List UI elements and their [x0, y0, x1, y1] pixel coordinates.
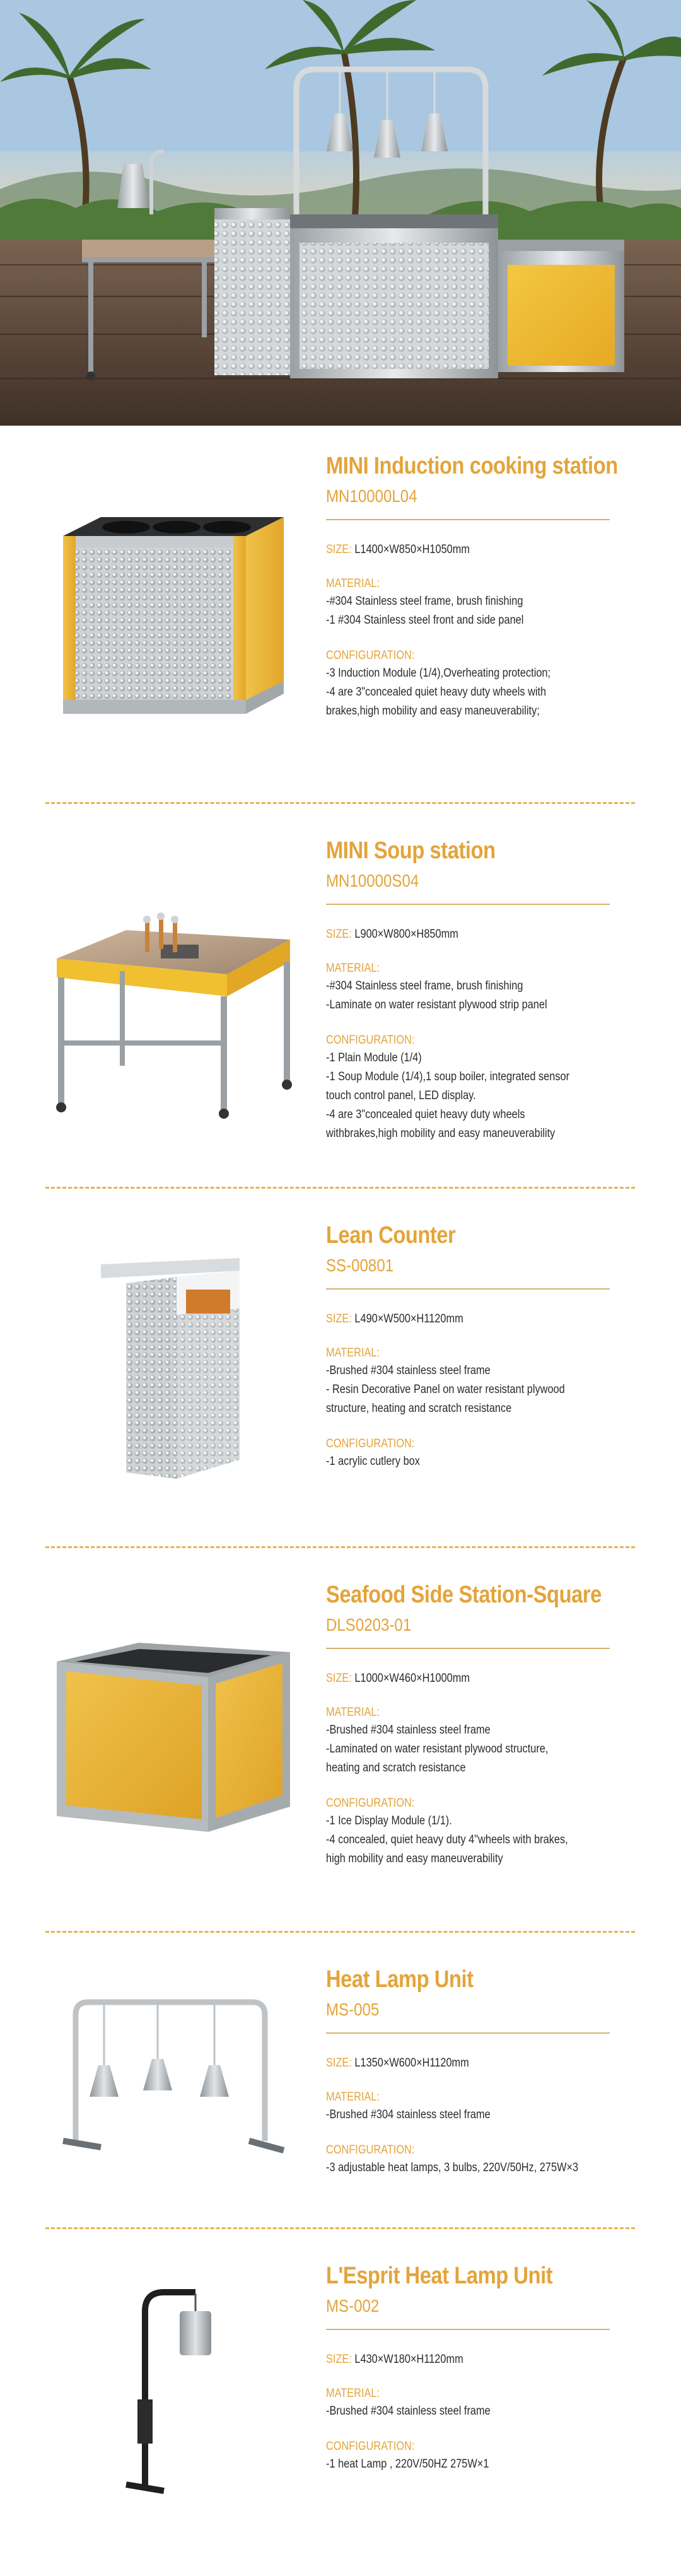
config-line: -1 Plain Module (1/4) — [326, 1051, 422, 1064]
configuration-heading: CONFIGURATION: — [326, 649, 415, 662]
config-line: -1 heat Lamp , 220V/50HZ 275W×1 — [326, 2457, 489, 2471]
material-line: -#304 Stainless steel frame, brush finishing — [326, 979, 523, 993]
size-value: L430×W180×H1120mm — [354, 2353, 463, 2366]
induction-station-image — [50, 511, 296, 738]
divider — [326, 2032, 610, 2034]
material-line: -#304 Stainless steel frame, brush finishing — [326, 595, 523, 608]
product-list — [0, 426, 681, 2576]
configuration-heading: CONFIGURATION: — [326, 1797, 415, 1810]
size-label: SIZE: — [326, 2056, 352, 2070]
product-code: MS-002 — [326, 2296, 380, 2316]
size-label: SIZE: — [326, 928, 352, 941]
config-line: -1 acrylic cutlery box — [326, 1455, 420, 1468]
size-label: SIZE: — [326, 1672, 352, 1685]
product-size — [326, 2055, 591, 2072]
seafood-station-details — [326, 1580, 635, 1868]
product-soup-station — [0, 836, 681, 1189]
section-separator — [45, 1546, 635, 1548]
material-line: -Laminate on water resistant plywood strip panel — [326, 998, 547, 1011]
divider — [326, 519, 610, 520]
config-line: -3 adjustable heat lamps, 3 bulbs, 220V/50Hz, 275W×3 — [326, 2161, 579, 2174]
config-line: brakes,high mobility and easy maneuverability; — [326, 704, 540, 718]
product-code: MN10000S04 — [326, 871, 419, 890]
config-line: -4 are 3"concealed quiet heavy duty wheels with — [326, 685, 547, 699]
product-code: SS-00801 — [326, 1256, 394, 1275]
product-size — [326, 926, 591, 943]
lean-counter-image — [50, 1245, 296, 1472]
config-line: -3 Induction Module (1/4),Overheating protection; — [326, 667, 551, 680]
product-title: MINI Soup station — [326, 837, 496, 864]
product-size — [326, 542, 591, 558]
size-value: L900×W800×H850mm — [354, 928, 458, 941]
product-seafood-station — [0, 1580, 681, 1933]
config-line: high mobility and easy maneuverability — [326, 1852, 503, 1865]
config-line: withbrakes,high mobility and easy maneuverability — [326, 1127, 556, 1140]
section-separator — [45, 2227, 635, 2229]
lesprit-heat-lamp-image — [50, 2273, 296, 2500]
config-line: -4 concealed, quiet heavy duty 4"wheels with brakes, — [326, 1833, 568, 1846]
config-line: -1 Ice Display Module (1/1). — [326, 1814, 452, 1827]
material-line: -Brushed #304 stainless steel frame — [326, 2108, 491, 2121]
product-size — [326, 1311, 591, 1327]
configuration-heading: CONFIGURATION: — [326, 1034, 415, 1047]
size-value: L490×W500×H1120mm — [354, 1312, 463, 1326]
product-lean-counter — [0, 1220, 681, 1548]
configuration-heading: CONFIGURATION: — [326, 1437, 415, 1450]
configuration-heading: CONFIGURATION: — [326, 2143, 415, 2157]
divider — [326, 1648, 610, 1649]
material-line: -Brushed #304 stainless steel frame — [326, 1723, 491, 1737]
seafood-station-image — [50, 1630, 296, 1857]
product-heat-lamp-unit — [0, 1964, 681, 2229]
product-code: MS-005 — [326, 2000, 380, 2019]
size-value: L1000×W460×H1000mm — [354, 1672, 470, 1685]
product-title: MINI Induction cooking station — [326, 453, 618, 479]
size-label: SIZE: — [326, 543, 352, 556]
soup-station-details — [326, 836, 635, 1143]
size-value: L1400×W850×H1050mm — [354, 543, 470, 556]
material-line: -Laminated on water resistant plywood structure, — [326, 1742, 549, 1756]
section-separator — [45, 1931, 635, 1933]
soup-station-image — [50, 895, 296, 1122]
size-label: SIZE: — [326, 1312, 352, 1326]
size-label: SIZE: — [326, 2353, 352, 2366]
product-title: Lean Counter — [326, 1222, 456, 1249]
material-line: -1 #304 Stainless steel front and side panel — [326, 614, 524, 627]
product-size — [326, 1670, 591, 1687]
divider — [326, 1288, 610, 1290]
lean-counter-details — [326, 1220, 635, 1471]
material-heading: MATERIAL: — [326, 2387, 380, 2400]
material-heading: MATERIAL: — [326, 1706, 380, 1719]
divider — [326, 904, 610, 905]
material-line: -Brushed #304 stainless steel frame — [326, 2404, 491, 2418]
material-heading: MATERIAL: — [326, 577, 380, 590]
config-line: -4 are 3"concealed quiet heavy duty wheels — [326, 1108, 525, 1121]
product-code: MN10000L04 — [326, 486, 417, 506]
material-heading: MATERIAL: — [326, 2090, 380, 2104]
material-heading: MATERIAL: — [326, 962, 380, 975]
heat-lamp-unit-details — [326, 1964, 635, 2177]
induction-station-details — [326, 451, 635, 721]
product-code: DLS0203-01 — [326, 1615, 412, 1635]
product-title: L'Esprit Heat Lamp Unit — [326, 2263, 553, 2289]
configuration-heading: CONFIGURATION: — [326, 2440, 415, 2453]
divider — [326, 2329, 610, 2330]
config-line: -1 Soup Module (1/4),1 soup boiler, integrated sensor — [326, 1070, 570, 1083]
product-size — [326, 2352, 591, 2368]
section-separator — [45, 802, 635, 804]
product-title: Heat Lamp Unit — [326, 1966, 474, 1993]
material-heading: MATERIAL: — [326, 1346, 380, 1360]
hero-illustration — [0, 0, 681, 426]
material-line: -Brushed #304 stainless steel frame — [326, 1364, 491, 1377]
product-lesprit-heat-lamp — [0, 2261, 681, 2532]
lesprit-heat-lamp-details — [326, 2261, 635, 2474]
product-induction-station — [0, 451, 681, 804]
config-line: touch control panel, LED display. — [326, 1089, 476, 1102]
material-line: structure, heating and scratch resistance — [326, 1402, 512, 1415]
section-separator — [45, 1187, 635, 1189]
size-value: L1350×W600×H1120mm — [354, 2056, 469, 2070]
product-title: Seafood Side Station-Square — [326, 1582, 602, 1608]
heat-lamp-unit-image — [50, 1990, 296, 2217]
material-line: - Resin Decorative Panel on water resistant plywood — [326, 1383, 565, 1396]
material-line: heating and scratch resistance — [326, 1761, 466, 1775]
hero-banner — [0, 0, 681, 426]
